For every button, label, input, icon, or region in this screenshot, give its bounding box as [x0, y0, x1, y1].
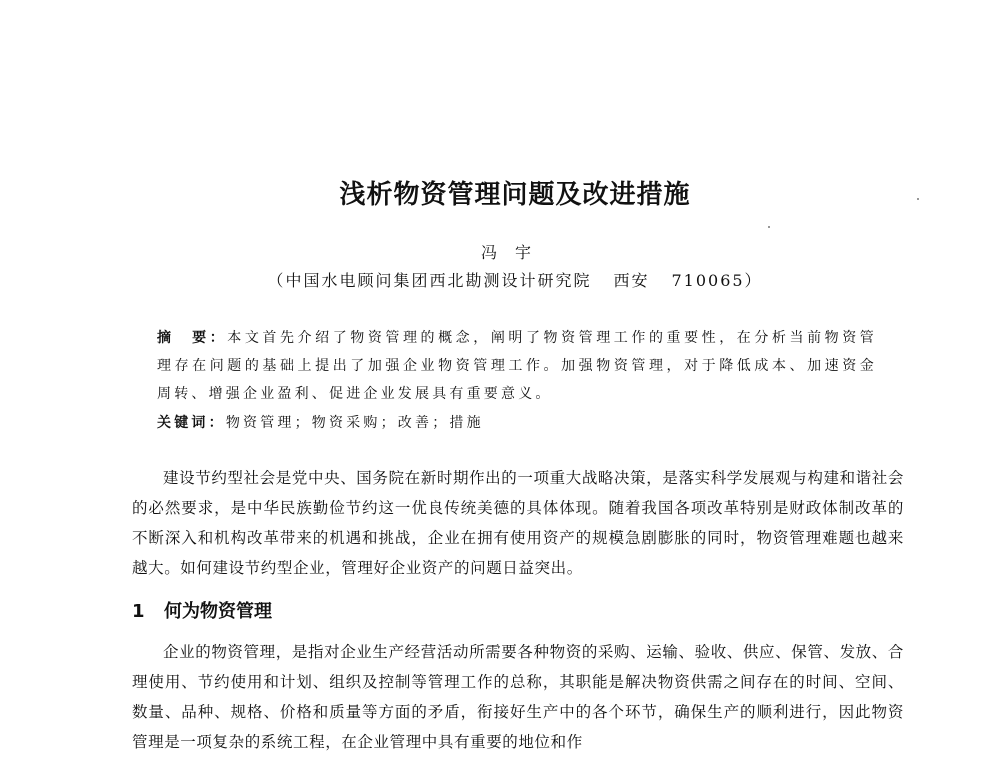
scan-speck — [768, 226, 770, 228]
author-affiliation — [0, 268, 1000, 291]
affiliation-open-paren: （ — [267, 271, 286, 290]
affiliation-org: 中国水电顾问集团西北勘测设计研究院 — [285, 271, 592, 290]
abstract — [157, 324, 877, 408]
body-paragraph: 建设节约型社会是党中央、国务院在新时期作出的一项重大战略决策，是落实科学发展观与构建和谐社会的必然要求，是中华民族勤俭节约这一优良传统美德的具体体现。随着我国各项改革特别是财政体制改革的不断深入和机构改革带来的机遇和挑战，企业在拥有使用资产的规模急剧膨胀的同时，物资管理难题也越来越大。如何建设节约型企业，管理好企业资产的问题日益突出。 — [132, 469, 904, 577]
abstract-text: 本文首先介绍了物资管理的概念，阐明了物资管理工作的重要性，在分析当前物资管理存在问题的基础上提出了加强企业物资管理工作。加强物资管理，对于降低成本、加速资金周转、增强企业盈利、促进企业发展具有重要意义。 — [157, 330, 877, 402]
scan-speck — [917, 198, 919, 200]
body-paragraph: 企业的物资管理，是指对企业生产经营活动所需要各种物资的采购、运输、验收、供应、保管、发放、合理使用、节约使用和计划、组织及控制等管理工作的总称，其职能是解决物资供需之间存在的时间、空间、数量、品种、规格、价格和质量等方面的矛盾，衔接好生产中的各个环节，确保生产的顺利进行，因此物资管理是一项复杂的系统工程，在企业管理中具有重要的地位和作 — [132, 643, 904, 751]
keywords-text: 物资管理；物资采购；改善；措施 — [225, 415, 484, 431]
section-title: 何为物资管理 — [164, 601, 272, 622]
section-heading — [132, 597, 272, 623]
paper-title: 浅析物资管理问题及改进措施 — [339, 180, 691, 210]
affiliation-city: 西安 — [613, 271, 650, 290]
author-name: 冯宇 — [480, 243, 549, 262]
affiliation-postcode: 710065 — [671, 271, 745, 290]
keywords-label: 关键词： — [157, 415, 226, 431]
affiliation-close-paren: ） — [744, 271, 763, 290]
abstract-label: 摘 要： — [157, 330, 228, 346]
section-number: 1 — [132, 601, 145, 622]
keywords — [157, 409, 877, 437]
